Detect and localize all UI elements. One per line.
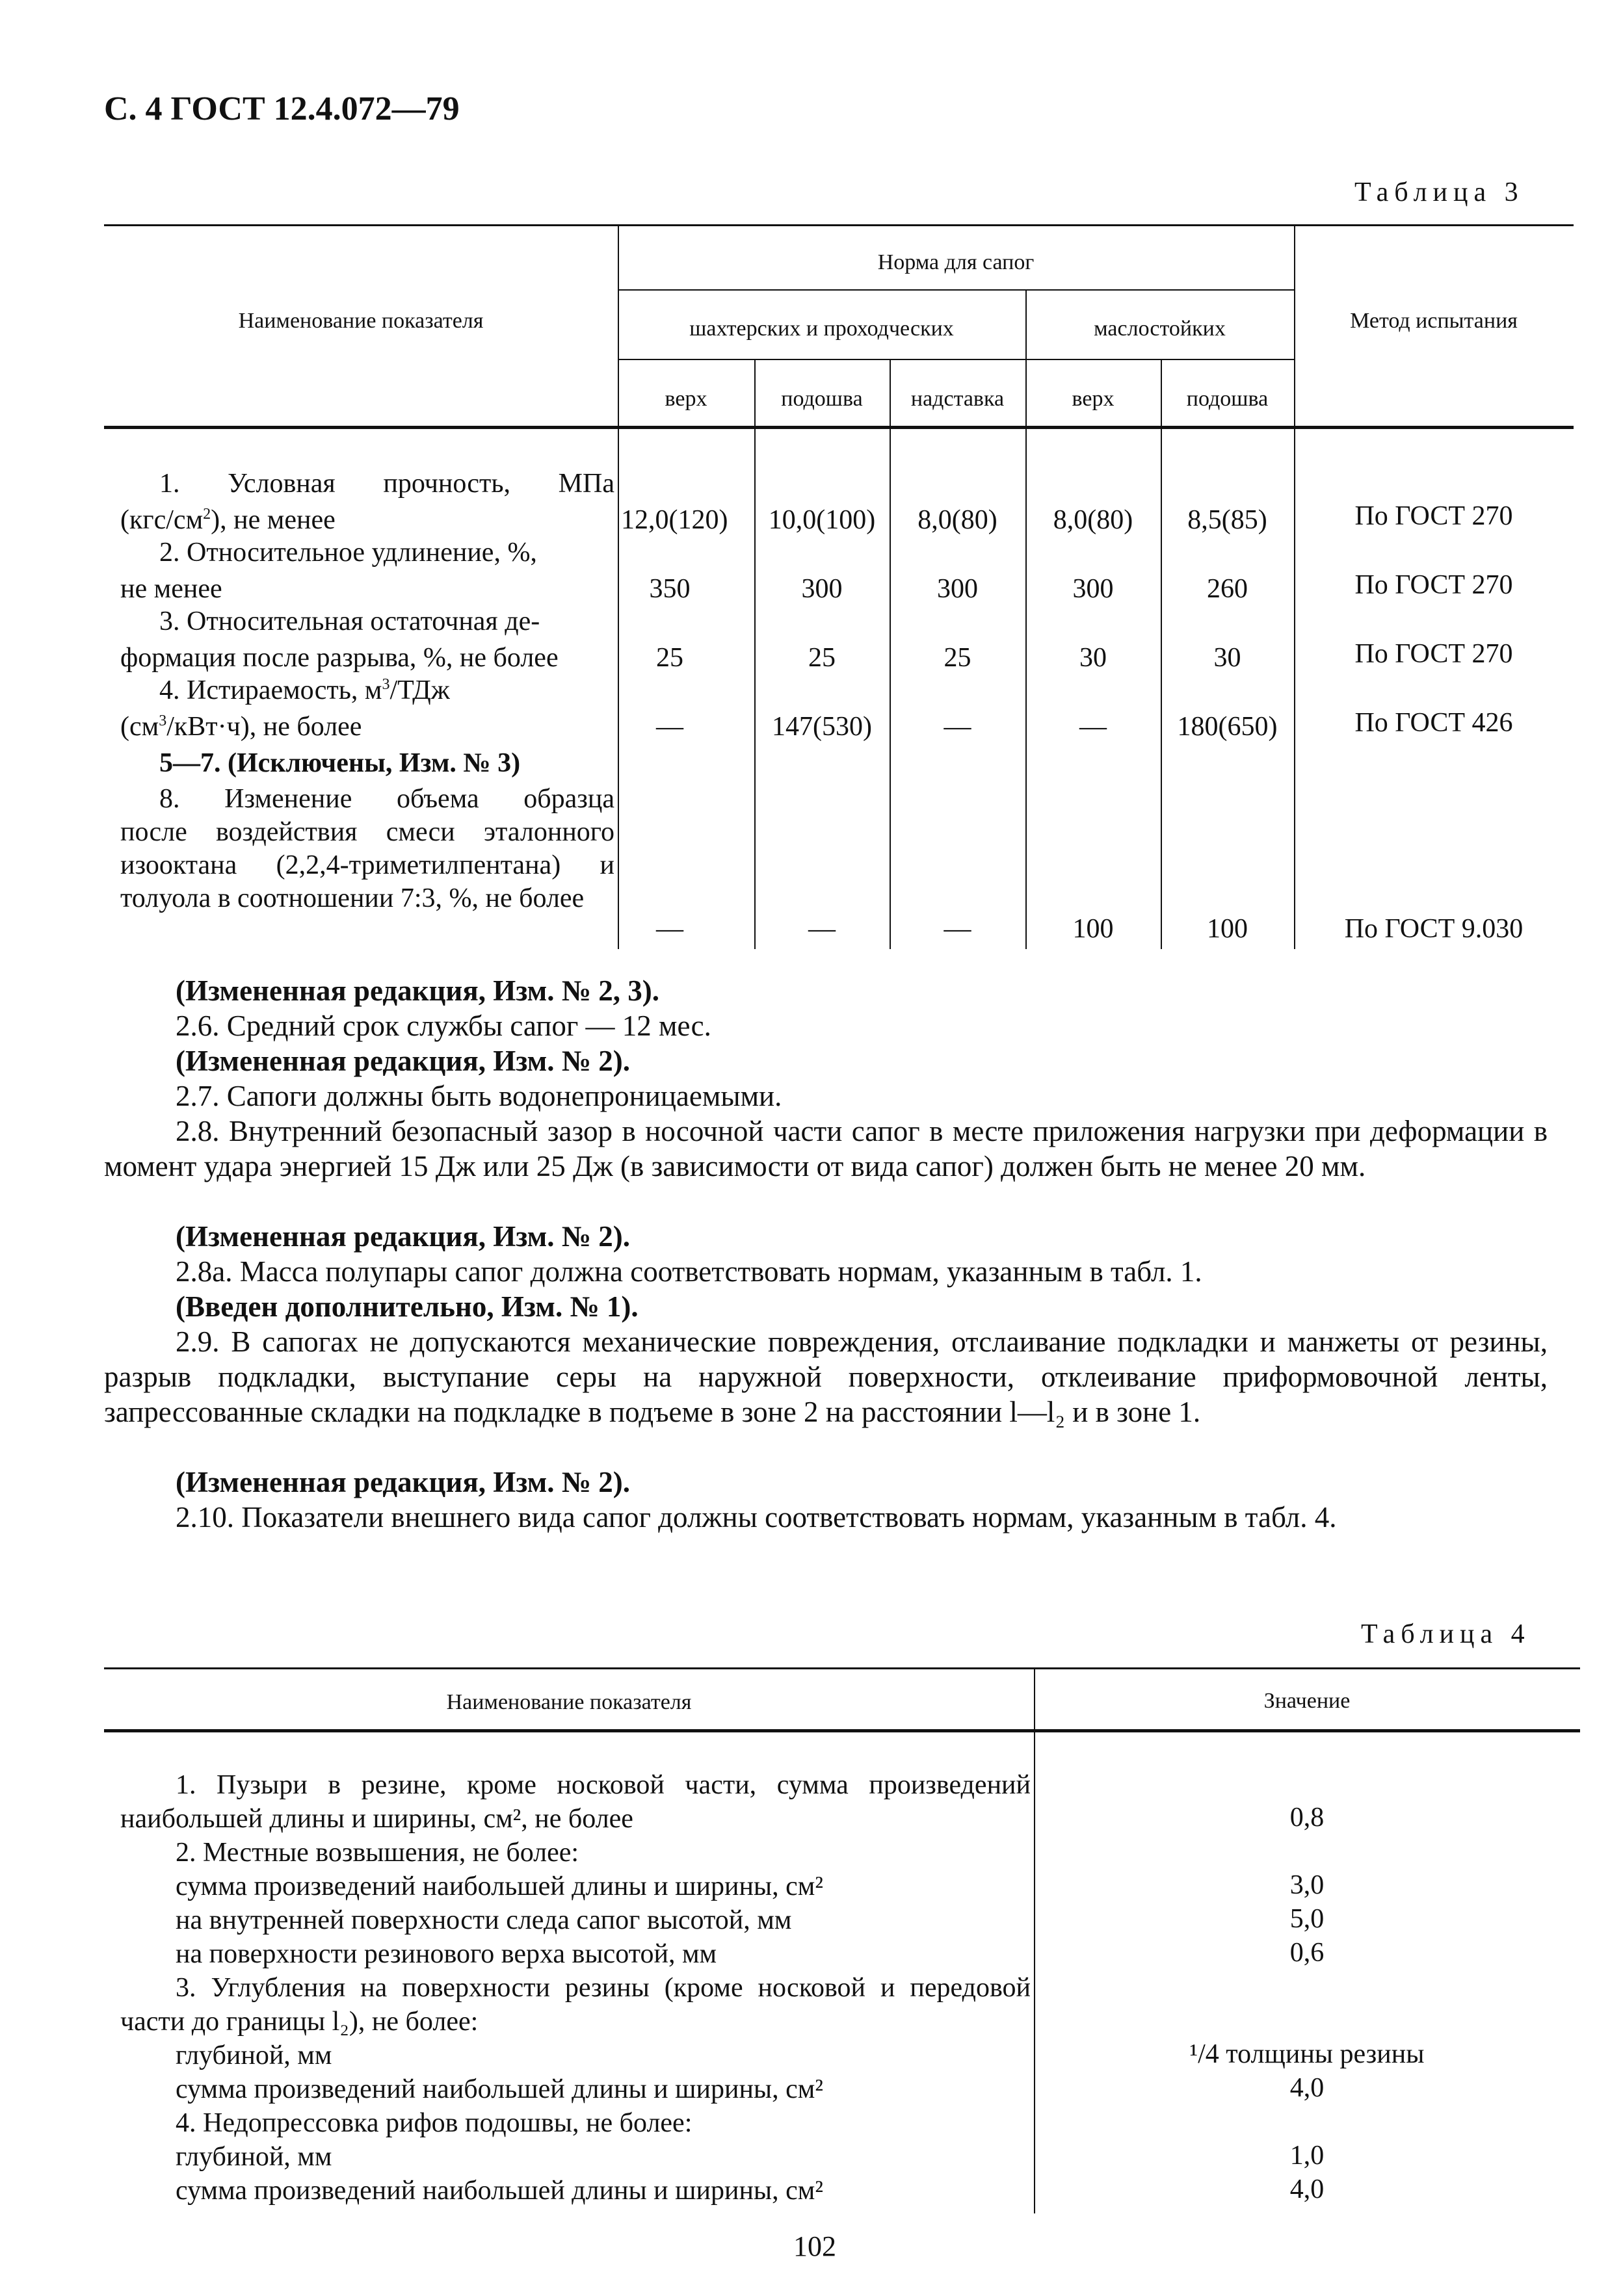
t3-sub-5: подошва [1186, 387, 1269, 411]
t4-row-name: 1. Пузыри в резине, кроме носковой части, сумма произведений наибольшей длины и ширины, см², не более [120, 1770, 1031, 1834]
t4-row-value: ¹/4 толщины резины [1189, 2039, 1425, 2069]
t3-sub-4: верх [1072, 387, 1115, 411]
t3-col-name: Наименование показателя [238, 309, 484, 333]
t3-r3-v1: 25 [656, 643, 683, 673]
t3-r3-v2: 25 [808, 643, 836, 673]
t3-r1-v4: 8,0(80) [1053, 505, 1133, 535]
table4-header-rule [104, 1729, 1580, 1732]
t4-row-value: 5,0 [1289, 1904, 1325, 1934]
t4-row-name: 4. Недопрессовка рифов подошвы, не более: [176, 2108, 693, 2138]
t3-norm-header: Норма для сапог [877, 250, 1035, 274]
t3-r4-name-b: $(см^3/кВт\cdot ч)$, не более [120, 712, 362, 742]
t3-r2-v3: 300 [937, 574, 978, 604]
t4-col-name: Наименование показателя [446, 1690, 692, 1714]
t4-row-name: сумма произведений наибольшей длины и ширины, см² [176, 1872, 823, 1901]
t3-row-3 [104, 606, 1574, 677]
t3-r2-v4: 300 [1072, 574, 1114, 604]
t3-r3-method: По ГОСТ 270 [1354, 639, 1513, 669]
body-para-6: (Измененная редакция, Изм. № 2). [176, 1220, 631, 1253]
t3-r1-v1: 12,0(120) [621, 505, 728, 535]
t3-r2-name-b: не менее [120, 574, 222, 604]
t3-group1: шахтерских и проходческих [689, 317, 954, 341]
t3-sub-3: надставка [910, 387, 1005, 411]
t3-r4-method: По ГОСТ 426 [1354, 708, 1513, 738]
t4-row-name: на внутренней поверхности следа сапог высотой, мм [176, 1905, 792, 1935]
t4-row-name: 3. Углубления на поверхности резины (кроме носковой и передовой части до границы l₂), не более: [120, 1973, 1031, 2037]
table3-header [104, 224, 1574, 426]
t3-r8-name-b: после воздействия смеси эталонного изооктана (2,2,4-триметилпентана) и толуола в соотношении 7:3, %, не более [120, 817, 614, 913]
t3-r1-name-a: 1. Условная прочность, МПа [159, 469, 614, 499]
t3-row-2 [104, 537, 1574, 608]
t4-row-value: 4,0 [1289, 2073, 1325, 2103]
t3-sub-1: верх [665, 387, 707, 411]
t3-r2-name-a: 2. Относительное удлинение, %, [159, 538, 537, 567]
t4-row-value: 3,0 [1289, 1870, 1325, 1900]
t4-row-name: глубиной, мм [176, 2142, 332, 2172]
t3-r4-v4: — [1079, 712, 1107, 742]
t3-r1-name-b: $(кгс/см^2)$, не менее [120, 505, 336, 535]
body-para-5: 2.8. Внутренний безопасный зазор в носочной части сапог в месте приложения нагрузки при деформации в момент удара энергией 15 Дж или 25 Дж (в зависимости от вида сапог) должен быть не менее 20 мм. [104, 1115, 1548, 1182]
t3-r1-v3: 8,0(80) [917, 505, 997, 535]
t4-row-value: 4,0 [1289, 2174, 1325, 2204]
table4-caption: Таблица 4 [1361, 1619, 1531, 1649]
t3-r3-name-a: 3. Относительная остаточная де- [159, 607, 540, 636]
t3-r3-name-b: формация после разрыва, %, не более [120, 643, 559, 673]
t4-row-value: 0,8 [1289, 1803, 1325, 1833]
t3-r3-v5: 30 [1213, 643, 1241, 673]
t3-r8-method: По ГОСТ 9.030 [1344, 914, 1524, 944]
t3-r2-v5: 260 [1207, 574, 1248, 604]
t3-r2-v1: 350 [649, 574, 691, 604]
table3-caption: Таблица 3 [1354, 177, 1524, 207]
t3-r8-v3: — [943, 914, 971, 944]
t4-row-name: 2. Местные возвышения, не более: [176, 1838, 579, 1868]
page-header: С. 4 ГОСТ 12.4.072—79 [104, 90, 460, 127]
t3-r4-name-a: 4. Истираемость, $м^3$/ТДж [159, 675, 450, 705]
t3-r4-v5: 180(650) [1177, 712, 1278, 742]
body-para-9: 2.9. В сапогах не допускаются механические повреждения, отслаивание подкладки и манжеты от резины, разрыв подкладки, выступание серы на наружной поверхности, отклеивание приформовочной ленты, запрессованные складки на подкладке в подъеме в зоне 2 на расстоянии l—l₂ и в зоне 1. [104, 1325, 1548, 1428]
t4-col-value: Значение [1263, 1689, 1351, 1713]
body-para-2: 2.6. Средний срок службы сапог — 12 мес. [176, 1010, 711, 1042]
page-number: 102 [793, 2230, 836, 2262]
t3-r3-v3: 25 [943, 643, 971, 673]
body-para-8: (Введен дополнительно, Изм. № 1). [176, 1290, 639, 1323]
t3-r4-v3: — [943, 712, 971, 742]
t3-r3-v4: 30 [1079, 643, 1107, 673]
table3-header-rule [104, 426, 1574, 429]
t3-r8-v4: 100 [1072, 914, 1114, 944]
t3-r2-v2: 300 [801, 574, 843, 604]
t3-r8-v2: — [808, 914, 836, 944]
t4-row-value: 1,0 [1289, 2141, 1325, 2171]
body-para-1: (Измененная редакция, Изм. № 2, 3). [176, 974, 660, 1007]
t3-r8-name-a: 8. Изменение объема образца [159, 784, 614, 814]
t3-row-4 [104, 675, 1574, 746]
t3-r1-v5: 8,5(85) [1187, 505, 1267, 535]
t3-row-1 [104, 468, 1574, 540]
t3-group2: маслостойких [1094, 317, 1226, 341]
t4-row-name: сумма произведений наибольшей длины и ширины, см² [176, 2176, 823, 2206]
t4-row-name: глубиной, мм [176, 2041, 332, 2070]
t4-row-value: 0,6 [1289, 1938, 1325, 1968]
t3-r1-v2: 10,0(100) [768, 505, 876, 535]
body-para-3: (Измененная редакция, Изм. № 2). [176, 1045, 631, 1077]
body-para-11: 2.10. Показатели внешнего вида сапог должны соответствовать нормам, указанным в табл. 4. [176, 1501, 1337, 1533]
body-para-10: (Измененная редакция, Изм. № 2). [176, 1466, 631, 1498]
body-para-4: 2.7. Сапоги должны быть водонепроницаемыми. [176, 1080, 782, 1112]
t3-r2-method: По ГОСТ 270 [1354, 570, 1513, 600]
t3-method: Метод испытания [1350, 309, 1518, 333]
t3-sub-2: подошва [781, 387, 863, 411]
table4-top-rule [104, 1667, 1580, 1669]
t3-r8-v1: — [656, 914, 683, 944]
t3-row-5: 5—7. (Исключены, Изм. № 3) [159, 748, 521, 778]
t3-row-8 [104, 783, 1574, 952]
t4-row-name: на поверхности резинового верха высотой, мм [176, 1939, 717, 1969]
body-para-7: 2.8а. Масса полупары сапог должна соответствовать нормам, указанным в табл. 1. [176, 1255, 1202, 1288]
t3-r8-v5: 100 [1207, 914, 1248, 944]
t3-r4-v1: — [656, 712, 683, 742]
t3-r1-method: По ГОСТ 270 [1354, 501, 1513, 531]
t3-r4-v2: 147(530) [772, 712, 872, 742]
t4-row-name: сумма произведений наибольшей длины и ширины, см² [176, 2074, 823, 2104]
